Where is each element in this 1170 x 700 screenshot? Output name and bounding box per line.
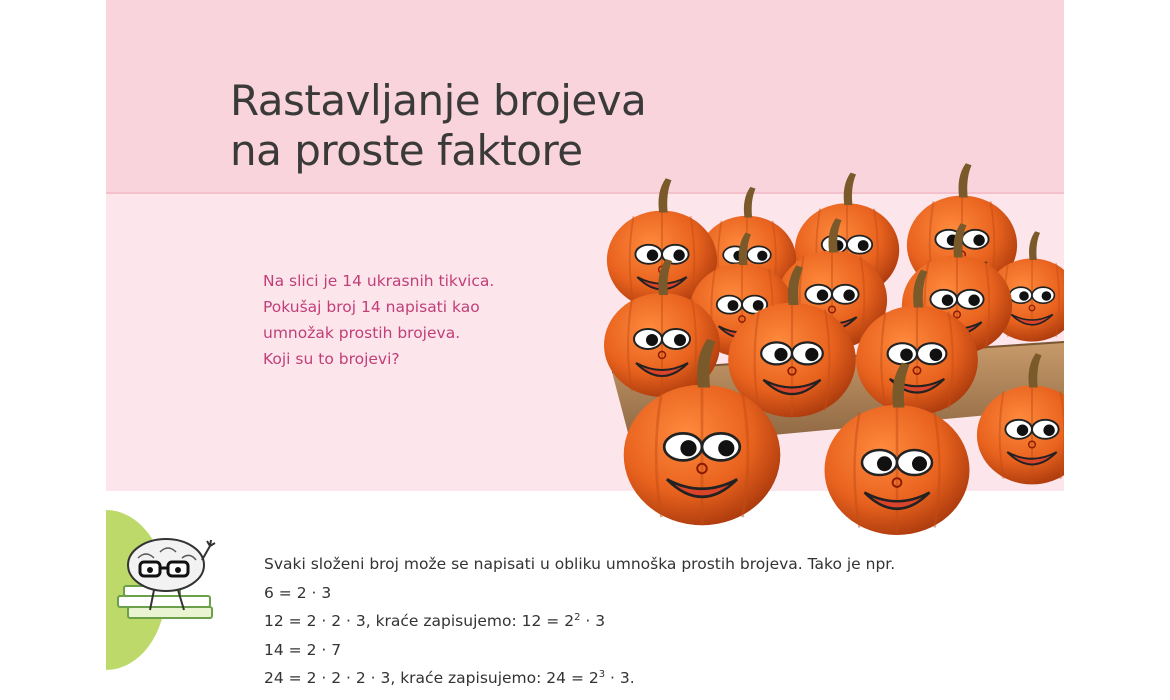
explanation-intro: Svaki složeni broj može se napisati u obliku umnoška prostih brojeva. Tako je npr. bbox=[264, 555, 896, 573]
example-12-exponent: 2 bbox=[574, 612, 581, 623]
intro-line: Na slici je 14 ukrasnih tikvica. bbox=[263, 272, 495, 290]
example-6: 6 = 2 · 3 bbox=[264, 583, 332, 602]
page bbox=[106, 0, 1064, 700]
title-line-1: Rastavljanje brojeva bbox=[230, 76, 647, 125]
example-14: 14 = 2 · 7 bbox=[264, 640, 342, 659]
example-24 bbox=[264, 664, 1024, 693]
intro-line: Koji su to brojevi? bbox=[263, 350, 400, 368]
brain-mascot-icon bbox=[106, 510, 226, 670]
explanation bbox=[264, 550, 1024, 693]
title-line-2: na proste faktore bbox=[230, 126, 583, 175]
example-24-text: 24 = 2 · 2 · 2 · 3, kraće zapisujemo: 24 = 2 bbox=[264, 669, 599, 687]
pumpkins-image bbox=[502, 150, 1064, 550]
example-24-exponent: 3 bbox=[598, 669, 606, 680]
example-12 bbox=[264, 607, 1024, 636]
intro-line: umnožak prostih brojeva. bbox=[263, 324, 461, 342]
example-24-tail: · 3. bbox=[605, 669, 635, 687]
intro-question bbox=[263, 268, 523, 372]
example-12-text: 12 = 2 · 2 · 3, kraće zapisujemo: 12 = 2 bbox=[264, 612, 575, 630]
example-12-tail: · 3 bbox=[580, 612, 606, 630]
intro-line: Pokušaj broj 14 napisati kao bbox=[263, 298, 480, 316]
